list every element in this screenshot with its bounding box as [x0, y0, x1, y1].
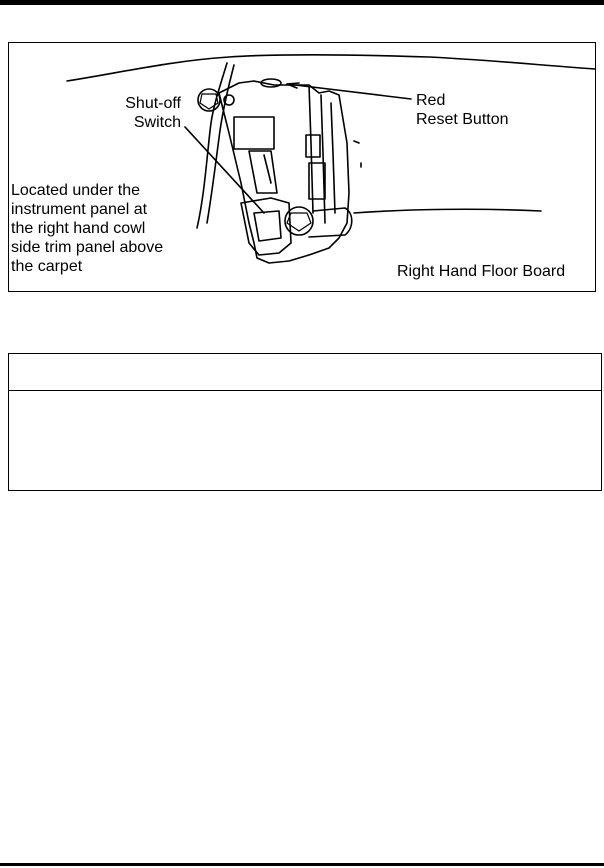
reset-leader-line — [287, 84, 411, 99]
housing-window — [234, 117, 274, 149]
floor-board-line — [354, 209, 541, 213]
floor-board-label: Right Hand Floor Board — [397, 263, 566, 280]
shutoff-switch-label: Shut-off Switch — [125, 95, 181, 131]
top-rule — [0, 0, 604, 5]
bottom-rule — [0, 863, 604, 866]
notice-body — [9, 391, 601, 490]
panel-edge-line — [67, 55, 595, 81]
shutoff-switch-illustration — [8, 42, 596, 292]
red-reset-button-label: Red Reset Button — [416, 92, 509, 128]
notice-box — [8, 353, 602, 491]
location-description-label: Located under the instrument panel at the right hand cowl side trim panel above the carpet — [11, 182, 164, 275]
notice-header — [9, 354, 601, 391]
